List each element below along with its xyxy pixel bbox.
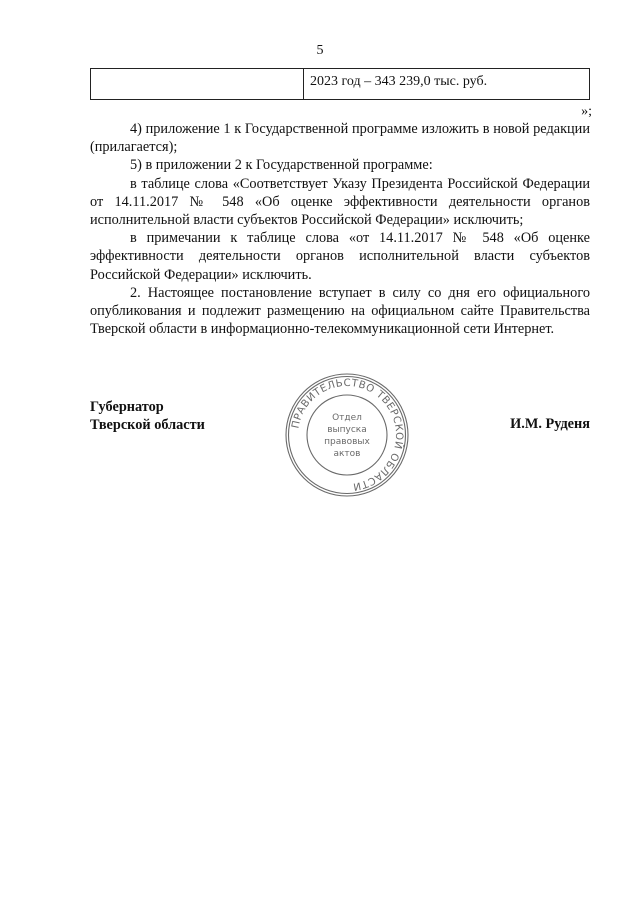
paragraph-item-4: 4) приложение 1 к Государственной программе изложить в новой редакции (прилагается); — [90, 121, 590, 156]
table-cell-empty — [91, 69, 304, 99]
signatory-position — [90, 398, 205, 434]
stamp-center-line-3: правовых — [324, 437, 370, 447]
document-body — [90, 120, 590, 338]
paragraph-note-change: в примечании к таблице слова «от 14.11.2017 № 548 «Об оценке эффективности деятельности органов исполнительной власти субъектов Российской Федерации» исключить. — [90, 230, 590, 283]
official-stamp — [283, 371, 411, 499]
table-cell-funding-2023: 2023 год – 343 239,0 тыс. руб. — [310, 74, 488, 89]
stamp-outer-ring — [286, 374, 408, 496]
stamp-outer-ring-inner — [289, 377, 406, 494]
paragraph-effective-date: 2. Настоящее постановление вступает в силу со дня его официального опубликования и подлежит размещению на официальном сайте Правительства Тверской области в информационно-телекоммуникационной сети Интернет. — [90, 284, 590, 338]
stamp-center-line-2: выпуска — [327, 425, 367, 435]
paragraph-table-change: в таблице слова «Соответствует Указу Президента Российской Федерации от 14.11.2017 № 548 «Об оценке эффективности деятельности органов исполнительной власти субъектов Российской Федерации» исключить; — [90, 175, 590, 229]
stamp-center-line-4: актов — [333, 449, 361, 459]
stamp-center-line-1: Отдел — [332, 413, 362, 423]
signatory-name: И.М. Руденя — [510, 416, 590, 432]
closing-quote: »; — [581, 104, 592, 119]
stamp-ring-text: ПРАВИТЕЛЬСТВО ТВЕРСКОЙ ОБЛАСТИ — [290, 377, 405, 492]
paragraph-item-5: 5) в приложении 2 к Государственной программе: — [130, 157, 433, 174]
page-number: 5 — [316, 43, 324, 58]
table-fragment — [90, 68, 590, 100]
stamp-inner-ring — [307, 395, 387, 475]
signatory-title: Губернатор — [90, 399, 164, 415]
signatory-region: Тверской области — [90, 417, 205, 433]
